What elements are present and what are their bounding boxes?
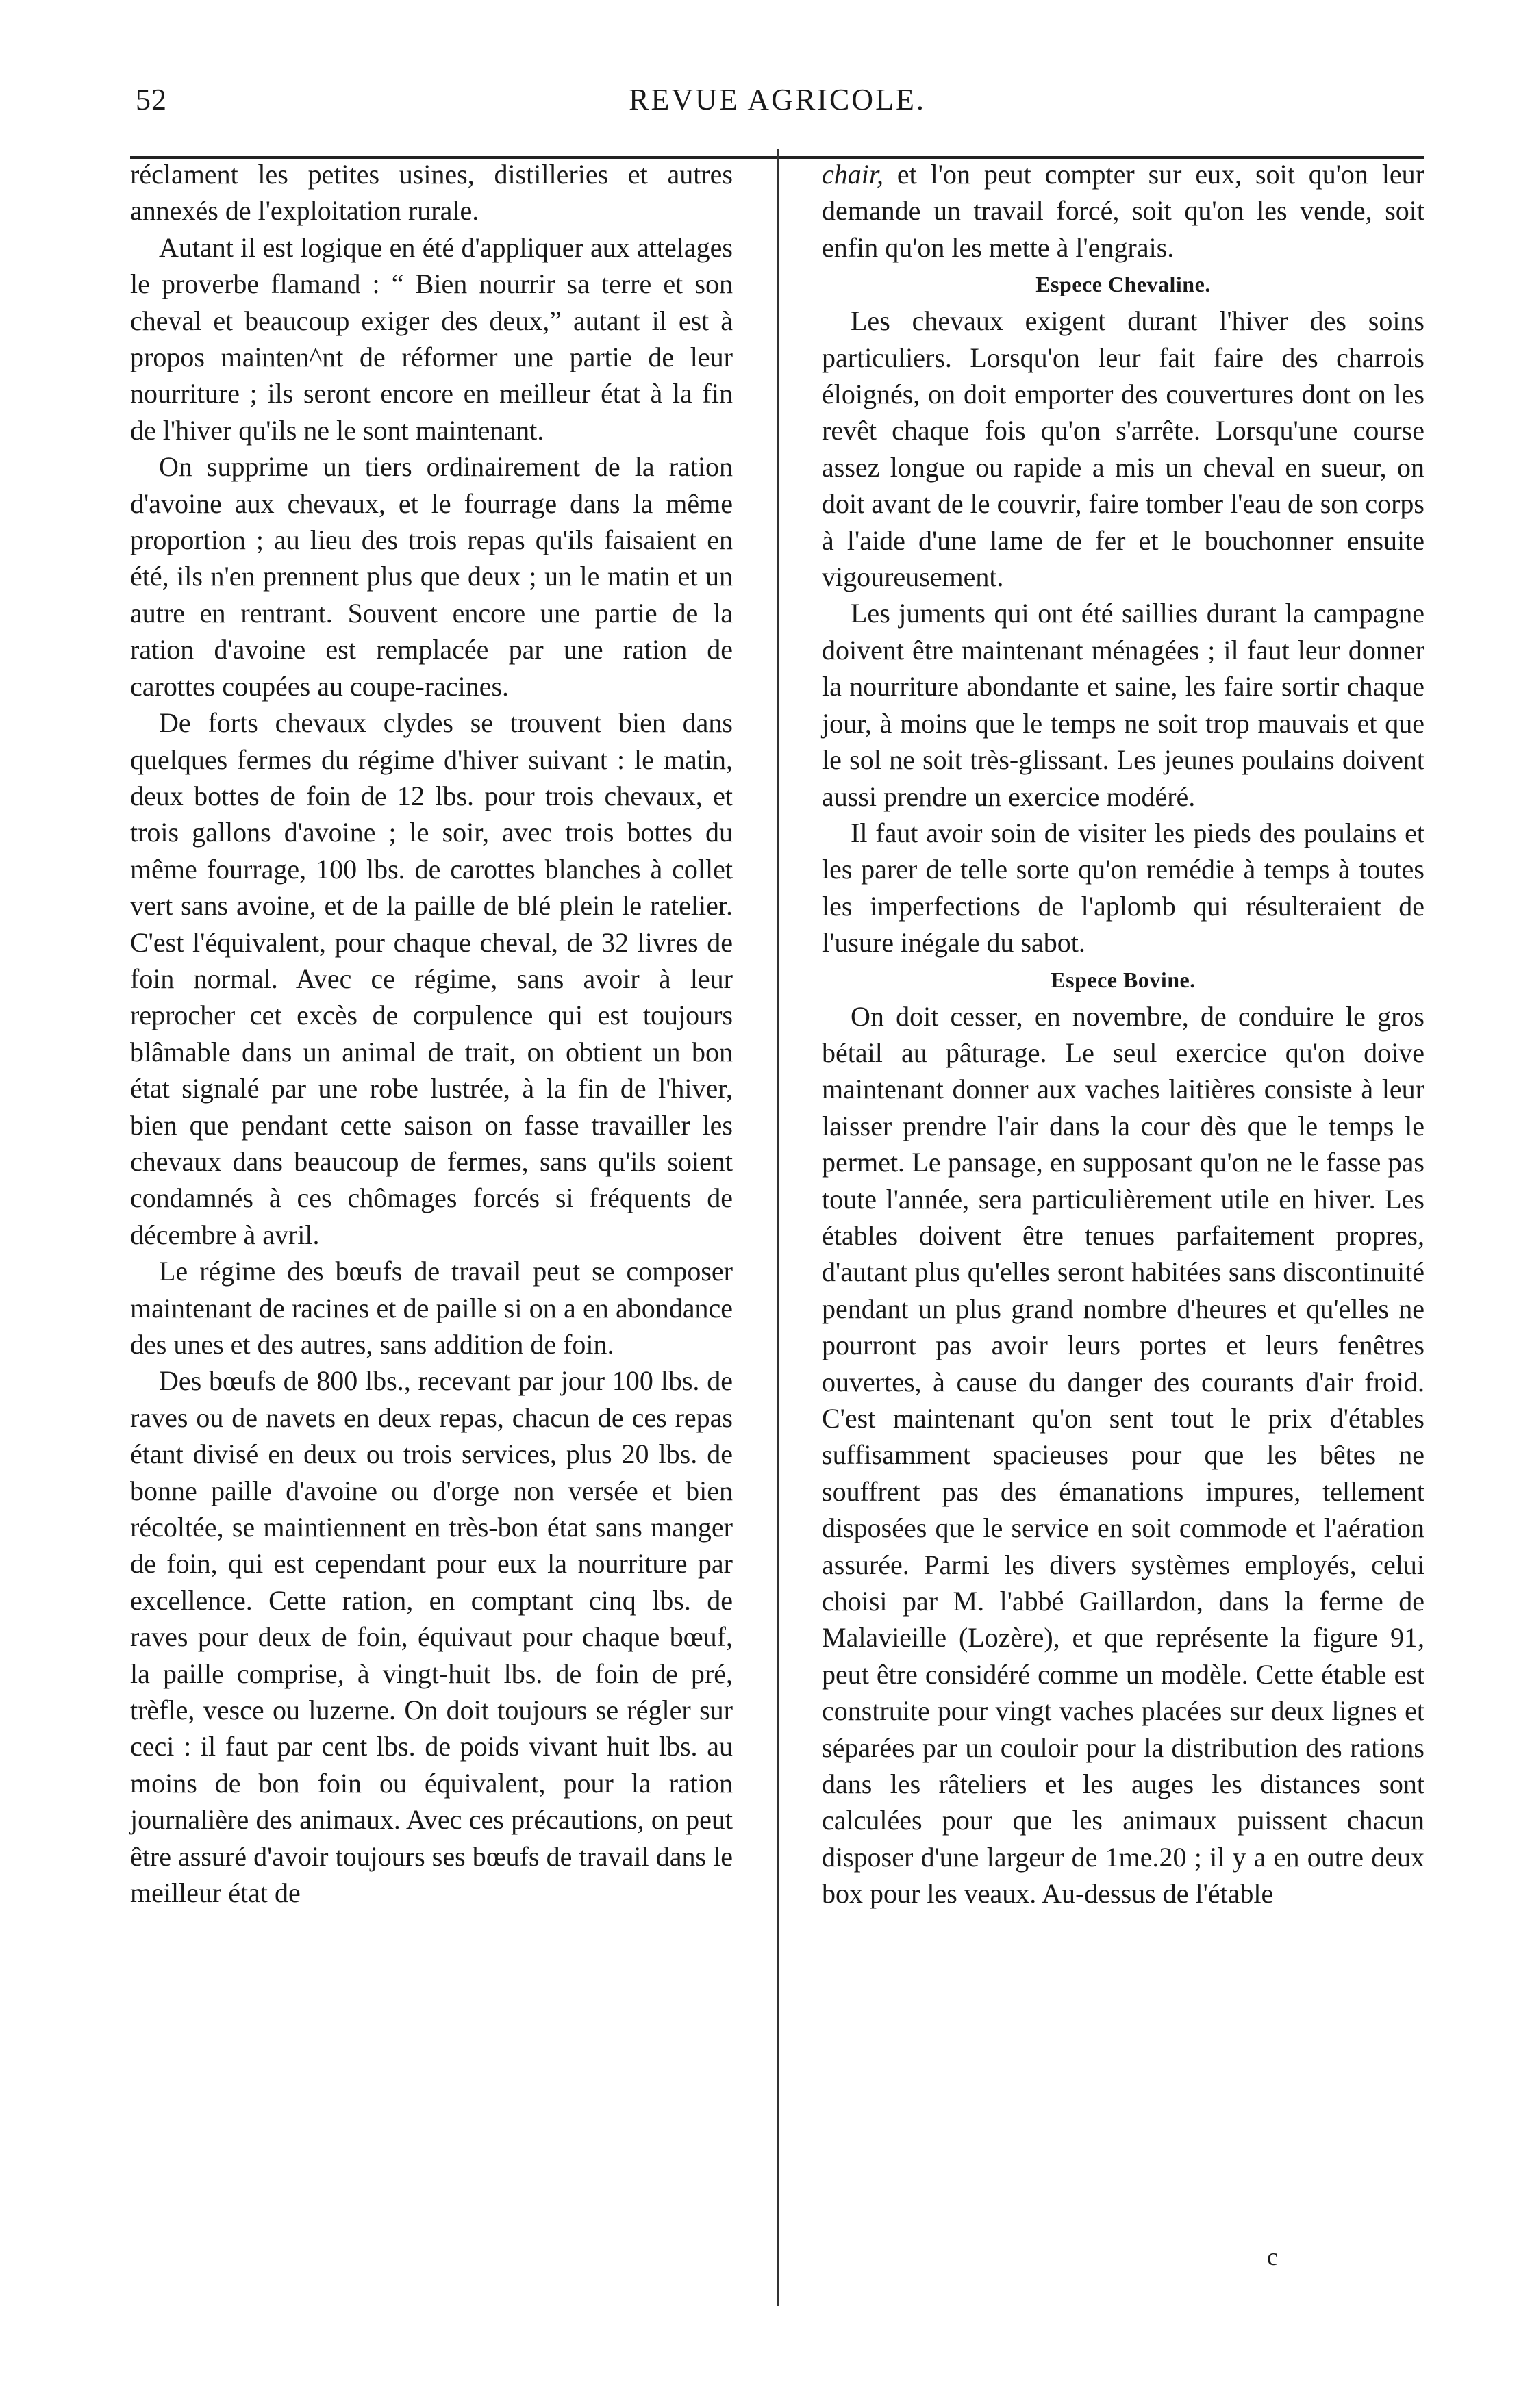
paragraph: Il faut avoir soin de visiter les pieds des poulains et les parer de telle sorte qu'on remédie à temps à toutes les imperfections de l'aplomb qui résulteraient de l'usure inégale du sabot. <box>822 817 1424 959</box>
left-column <box>130 156 733 1912</box>
paragraph: Autant il est logique en été d'appliquer aux attelages le proverbe flamand : “ Bien nourrir sa terre et son cheval et beaucoup exiger des deux,” autant il est à propos mainten^nt de réformer une partie de leur nourriture ; ils seront encore en meilleur état à la fin de l'hiver qu'ils ne le sont maintenant. <box>130 231 733 446</box>
page-number: 52 <box>136 83 167 116</box>
paragraph: De forts chevaux clydes se trouvent bien dans quelques fermes du régime d'hiver suivant : le matin, deux bottes de foin de 12 lbs. pour trois chevaux, et trois gallons d'avoine ; le soir, avec trois bottes du même fourrage, 100 lbs. de carottes blanches à collet vert sans avoine, et de la paille de blé plein le ratelier. C'est l'équivalent, pour chaque cheval, de 32 livres de foin normal. Avec ce régime, sans avoir à leur reprocher cet excès de corpulence qui est toujours blâmable dans un animal de trait, on obtient un bon état signalé par une robe lustrée, à la fin de l'hiver, bien que pendant cette saison on fasse travailler les chevaux dans beaucoup de fermes, sans qu'ils soient condamnés à ces chômages forcés si fréquents de décembre à avril. <box>130 707 733 1250</box>
section-heading-bovine: Espece Bovine. <box>1051 967 1196 992</box>
continuation-text: et l'on peut compter sur eux, soit qu'on leur demande un travail forcé, soit qu'on les vende, soit enfin qu'on les mette à l'engrais. <box>822 159 1424 263</box>
running-title: REVUE AGRICOLE. <box>629 83 926 116</box>
column-divider <box>777 149 779 2306</box>
page-header <box>130 82 1424 137</box>
paragraph <box>822 156 1424 266</box>
paragraph: Les chevaux exigent durant l'hiver des soins particuliers. Lorsqu'on leur fait faire des charrois éloignés, on doit emporter des couvertures dont on les revêt chaque fois qu'on s'arrête. Lorsqu'une course assez longue ou rapide a mis un cheval en sueur, on doit avant de le couvrir, faire tomber l'eau de son corps à l'aide d'une lame de fer et le bouchonner ensuite vigoureusement. <box>822 305 1424 593</box>
paragraph: On supprime un tiers ordinairement de la ration d'avoine aux chevaux, et le fourrage dans la même proportion ; au lieu des trois repas qu'ils faisaient en été, ils n'en prennent plus que deux ; un le matin et un autre en rentrant. Souvent encore une partie de la ration d'avoine est remplacée par une ration de carottes coupées au coupe-racines. <box>130 451 733 702</box>
signature-mark: c <box>1267 2243 1278 2270</box>
paragraph: Des bœufs de 800 lbs., recevant par jour 100 lbs. de raves ou de navets en deux repas, chacun de ces repas étant divisé en deux ou trois services, plus 20 lbs. de bonne paille d'avoine ou d'orge non versée et bien récoltée, se maintiennent en très-bon état sans manger de foin, qui est cependant pour eux la nourriture par excellence. Cette ration, en comptant cinq lbs. de raves pour deux de foin, équivaut pour chaque bœuf, la paille comprise, à vingt-huit lbs. de foin de pré, trèfle, vesce ou luzerne. On doit toujours se régler sur ceci : il faut par cent lbs. de poids vivant huit lbs. au moins de bon foin ou équivalent, pour la ration journalière des animaux. Avec ces précautions, on peut être assuré d'avoir toujours ses bœufs de travail dans le meilleur état de <box>130 1365 733 1909</box>
right-column <box>822 156 1424 1912</box>
paragraph: réclament les petites usines, distilleries et autres annexés de l'exploitation rurale. <box>130 159 733 227</box>
paragraph: Les juments qui ont été saillies durant la campagne doivent être maintenant ménagées ; il faut leur donner la nourriture abondante et saine, les faire sortir chaque jour, à moins que le temps ne soit trop mauvais et que le sol ne soit très-glissant. Les jeunes poulains doivent aussi prendre un exercice modéré. <box>822 598 1424 812</box>
document-page <box>130 68 1424 2383</box>
paragraph: On doit cesser, en novembre, de conduire le gros bétail au pâturage. Le seul exercice qu'on doive maintenant donner aux vaches laitières consiste à leur laisser prendre l'air dans la cour dès que le temps le permet. Le pansage, en supposant qu'on ne le fasse pas toute l'année, sera particulièrement utile en hiver. Les étables doivent être tenues parfaitement propres, d'autant plus qu'elles seront habitées sans discontinuité pendant un plus grand nombre d'heures et qu'elles ne pourront pas avoir leurs portes et leurs fenêtres ouvertes, à cause du danger des courants d'air froid. C'est maintenant qu'on sent tout le prix d'étables suffisamment spacieuses pour que les bêtes ne souffrent pas des émanations impures, tellement disposées que le service en soit commode et l'aération assurée. Parmi les divers systèmes employés, celui choisi par M. l'abbé Gaillardon, dans la ferme de Malavieille (Lozère), et que représente la figure 91, peut être considéré comme un modèle. Cette étable est construite pour vingt vaches placées sur deux lignes et séparées par un couloir pour la distribution des rations dans les râteliers et les auges les distances sont calculées pour que les animaux puissent chacun disposer d'une largeur de 1me.20 ; il y a en outre deux box pour les veaux. Au-dessus de l'étable <box>822 1000 1424 1910</box>
italic-word: chair, <box>822 159 883 190</box>
paragraph: Le régime des bœufs de travail peut se composer maintenant de racines et de paille si on a en abondance des unes et des autres, sans addition de foin. <box>130 1256 733 1360</box>
section-heading-chevaline: Espece Chevaline. <box>1035 272 1211 297</box>
